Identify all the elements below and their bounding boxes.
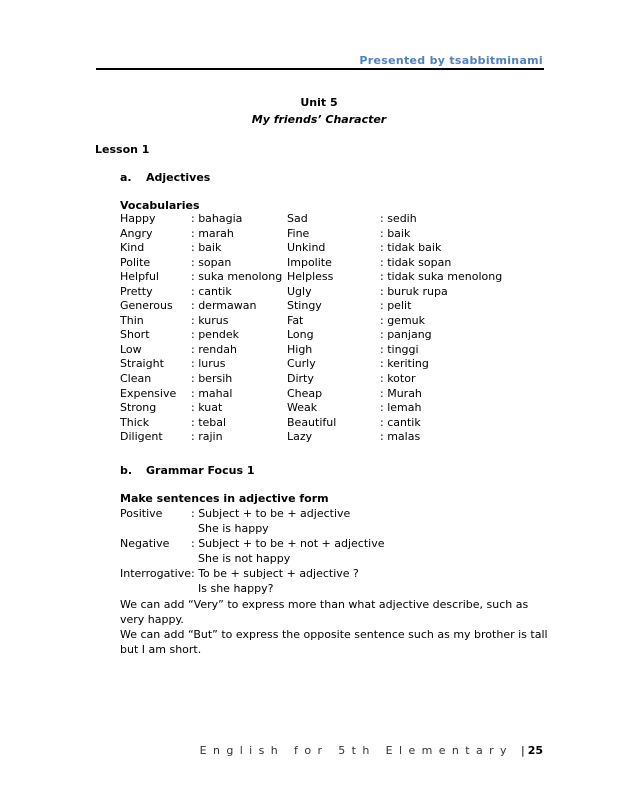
vocab-meaning: : suka menolong <box>191 270 283 284</box>
vocab-opposite-word: Sad <box>287 212 308 225</box>
note-very: We can add “Very” to express more than what adjective describe, such as very happy. <box>120 598 529 626</box>
vocab-word: Low <box>120 342 142 356</box>
negative-rule-line <box>120 537 550 552</box>
vocab-opposite-word: Beautiful <box>287 415 337 429</box>
vocab-word: Polite <box>120 255 151 269</box>
vocab-word: Helpful <box>120 270 159 284</box>
vocab-meaning: : kurus <box>191 313 229 327</box>
interrogative-rule-line <box>120 567 550 582</box>
section-b-heading <box>120 464 255 477</box>
vocab-word: Diligent <box>120 430 163 444</box>
vocab-word: Happy <box>120 212 156 225</box>
vocab-opposite-word: Helpless <box>287 270 334 284</box>
vocab-opposite-meaning: : pelit <box>380 299 412 313</box>
vocab-meaning: : marah <box>191 226 234 240</box>
vocab-meaning: : bahagia <box>191 212 243 225</box>
section-a-title: Adjectives <box>146 171 211 184</box>
vocab-opposite-word: Dirty <box>287 372 314 386</box>
vocab-opposite-meaning: : kotor <box>380 372 416 386</box>
vocab-opposite-meaning: : malas <box>380 430 421 444</box>
vocab-opposite-meaning: : gemuk <box>380 313 426 327</box>
positive-example-line <box>120 522 550 537</box>
section-b-letter: b. <box>120 464 133 477</box>
vocab-meaning: : bersih <box>191 372 233 386</box>
vocab-meaning: : pendek <box>191 328 240 342</box>
vocab-opposite-word: Unkind <box>287 241 326 255</box>
vocab-meaning: : sopan <box>191 255 232 269</box>
unit-title: Unit 5 <box>300 96 338 109</box>
vocab-meaning: : baik <box>191 241 222 255</box>
vocab-meaning: : mahal <box>191 386 233 400</box>
negative-rule: : Subject + to be + not + adjective <box>191 537 385 550</box>
section-a-heading <box>120 171 210 184</box>
vocab-word: Clean <box>120 372 152 386</box>
footer-text: English for 5th Elementary <box>199 744 513 757</box>
vocab-meaning: : rajin <box>191 430 223 444</box>
grammar-heading: Make sentences in adjective form <box>120 492 329 505</box>
footer-separator: | <box>520 744 525 757</box>
header-divider <box>96 68 544 70</box>
vocab-opposite-word: Curly <box>287 357 316 371</box>
page-header: Presented by tsabbitminami <box>359 54 543 67</box>
vocab-opposite-word: Stingy <box>287 299 322 313</box>
section-a-letter: a. <box>120 171 132 184</box>
vocab-opposite-meaning: : sedih <box>380 212 417 225</box>
vocab-meaning: : dermawan <box>191 299 257 313</box>
grammar-block <box>120 492 550 657</box>
note-but: We can add “But” to express the opposite sentence such as my brother is tall but I am short. <box>120 628 548 656</box>
interrogative-example: Is she happy? <box>198 582 274 595</box>
vocab-word: Pretty <box>120 284 153 298</box>
vocab-opposite-word: High <box>287 342 313 356</box>
positive-example: She is happy <box>198 522 269 535</box>
vocab-word: Strong <box>120 401 157 415</box>
vocab-opposite-meaning: : Murah <box>380 386 422 400</box>
positive-rule: : Subject + to be + adjective <box>191 507 351 520</box>
vocab-opposite-word: Lazy <box>287 430 313 444</box>
vocab-word: Expensive <box>120 386 177 400</box>
vocab-word: Short <box>120 328 150 342</box>
lesson-heading: Lesson 1 <box>95 143 150 156</box>
vocab-opposite-meaning: : buruk rupa <box>380 284 448 298</box>
interrogative-example-line <box>120 582 550 597</box>
vocab-word: Kind <box>120 241 145 255</box>
vocab-word: Thick <box>120 415 150 429</box>
interrogative-rule: : To be + subject + adjective ? <box>191 567 359 580</box>
vocab-opposite-meaning: : baik <box>380 226 411 240</box>
vocab-meaning: : kuat <box>191 401 223 415</box>
vocab-word: Thin <box>120 313 144 327</box>
vocab-opposite-word: Fat <box>287 313 304 327</box>
vocab-opposite-word: Long <box>287 328 314 342</box>
page-number: 25 <box>527 744 543 757</box>
vocab-meaning: : tebal <box>191 415 227 429</box>
vocab-opposite-meaning: : keriting <box>380 357 429 371</box>
interrogative-label: Interrogative <box>120 567 192 580</box>
vocab-opposite-word: Fine <box>287 226 310 240</box>
unit-subtitle: My friends’ Character <box>251 113 387 126</box>
vocab-word: Straight <box>120 357 164 371</box>
negative-label: Negative <box>120 537 170 550</box>
positive-rule-line <box>120 507 550 522</box>
vocab-opposite-word: Cheap <box>287 386 323 400</box>
vocab-word: Angry <box>120 226 153 240</box>
vocab-opposite-meaning: : tidak sopan <box>380 255 452 269</box>
negative-example: She is not happy <box>198 552 291 565</box>
vocab-opposite-word: Impolite <box>287 255 332 269</box>
vocab-opposite-meaning: : cantik <box>380 415 421 429</box>
vocab-opposite-meaning: : lemah <box>380 401 422 415</box>
vocab-meaning: : cantik <box>191 284 232 298</box>
positive-label: Positive <box>120 507 163 520</box>
vocab-opposite-word: Weak <box>287 401 318 415</box>
page-footer <box>200 744 543 757</box>
vocab-meaning: : lurus <box>191 357 226 371</box>
vocab-opposite-meaning: : tidak baik <box>380 241 442 255</box>
vocab-opposite-meaning: : tinggi <box>380 342 419 356</box>
section-b-title: Grammar Focus 1 <box>146 464 255 477</box>
vocab-meaning: : rendah <box>191 342 237 356</box>
vocab-word: Generous <box>120 299 173 313</box>
vocabularies-heading: Vocabularies <box>120 199 200 212</box>
vocab-opposite-meaning: : tidak suka menolong <box>380 270 503 284</box>
vocab-opposite-word: Ugly <box>287 284 312 298</box>
vocab-opposite-meaning: : panjang <box>380 328 432 342</box>
negative-example-line <box>120 552 550 567</box>
